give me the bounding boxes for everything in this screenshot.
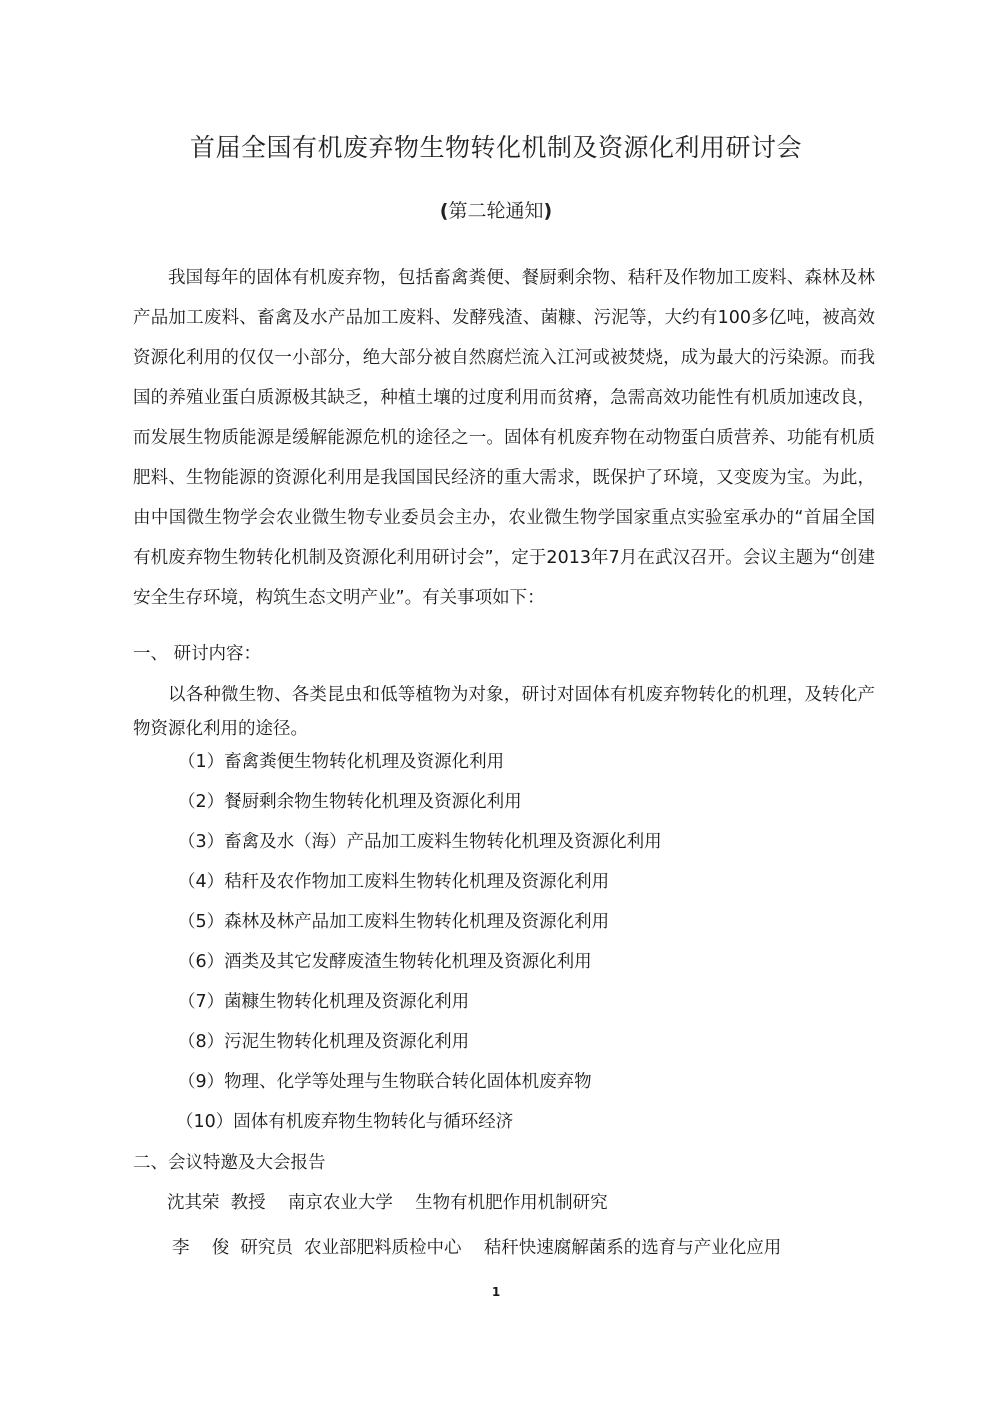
- subtitle-close-paren: ): [543, 200, 553, 222]
- list-item: （2）餐厨剩余物生物转化机理及资源化利用: [178, 792, 522, 812]
- topics-list: [178, 742, 662, 1142]
- speaker-row: 李 俊 研究员 农业部肥料质检中心 秸秆快速腐解菌系的选育与产业化应用: [172, 1238, 782, 1258]
- list-item: （10）固体有机废弃物生物转化与循环经济: [176, 1112, 514, 1132]
- list-item: （9）物理、化学等处理与生物联合转化固体机废弃物: [178, 1072, 592, 1092]
- intro-paragraph: 我国每年的固体有机废弃物，包括畜禽粪便、餐厨剩余物、秸秆及作物加工废料、森林及林产品加工废料、畜禽及水产品加工废料、发酵残渣、菌糠、污泥等，大约有100多亿吨，被高效资源化利用的仅仅一小部分，绝大部分被自然腐烂流入江河或被焚烧，成为最大的污染源。而我国的养殖业蛋白质源极其缺乏，种植土壤的过度利用而贫瘠，急需高效功能性有机质加速改良，而发展生物质能源是缓解能源危机的途径之一。固体有机废弃物在动物蛋白质营养、功能有机质肥料、生物能源的资源化利用是我国国民经济的重大需求，既保护了环境，又变废为宝。为此，由中国微生物学会农业微生物专业委员会主办，农业微生物学国家重点实验室承办的“首届全国有机废弃物生物转化机制及资源化利用研讨会”，定于2013年7月在武汉召开。会议主题为“创建安全生存环境，构筑生态文明产业”。有关事项如下：: [133, 268, 875, 608]
- section1-heading: 一、 研讨内容：: [133, 644, 262, 664]
- list-item: （4）秸秆及农作物加工废料生物转化机理及资源化利用: [178, 872, 610, 892]
- page-number: 1: [491, 1285, 501, 1299]
- list-item: （8）污泥生物转化机理及资源化利用: [178, 1032, 470, 1052]
- list-item: （1）畜禽粪便生物转化机理及资源化利用: [178, 752, 505, 772]
- speaker-row: 沈其荣 教授 南京农业大学 生物有机肥作用机制研究: [167, 1193, 608, 1213]
- list-item: （6）酒类及其它发酵废渣生物转化机理及资源化利用: [178, 952, 592, 972]
- document-subtitle: [0, 196, 992, 223]
- document-title: 首届全国有机废弃物生物转化机制及资源化利用研讨会: [189, 133, 802, 162]
- section2-heading: 二、会议特邀及大会报告: [133, 1153, 326, 1173]
- subtitle-text: 第二轮通知: [448, 200, 544, 222]
- subtitle-open-paren: (: [439, 200, 449, 222]
- section1-paragraph: 以各种微生物、各类昆虫和低等植物为对象，研讨对固体有机废弃物转化的机理，及转化产物资源化利用的途径。: [133, 685, 875, 739]
- list-item: （3）畜禽及水（海）产品加工废料生物转化机理及资源化利用: [178, 832, 662, 852]
- list-item: （5）森林及林产品加工废料生物转化机理及资源化利用: [178, 912, 610, 932]
- list-item: （7）菌糠生物转化机理及资源化利用: [178, 992, 470, 1012]
